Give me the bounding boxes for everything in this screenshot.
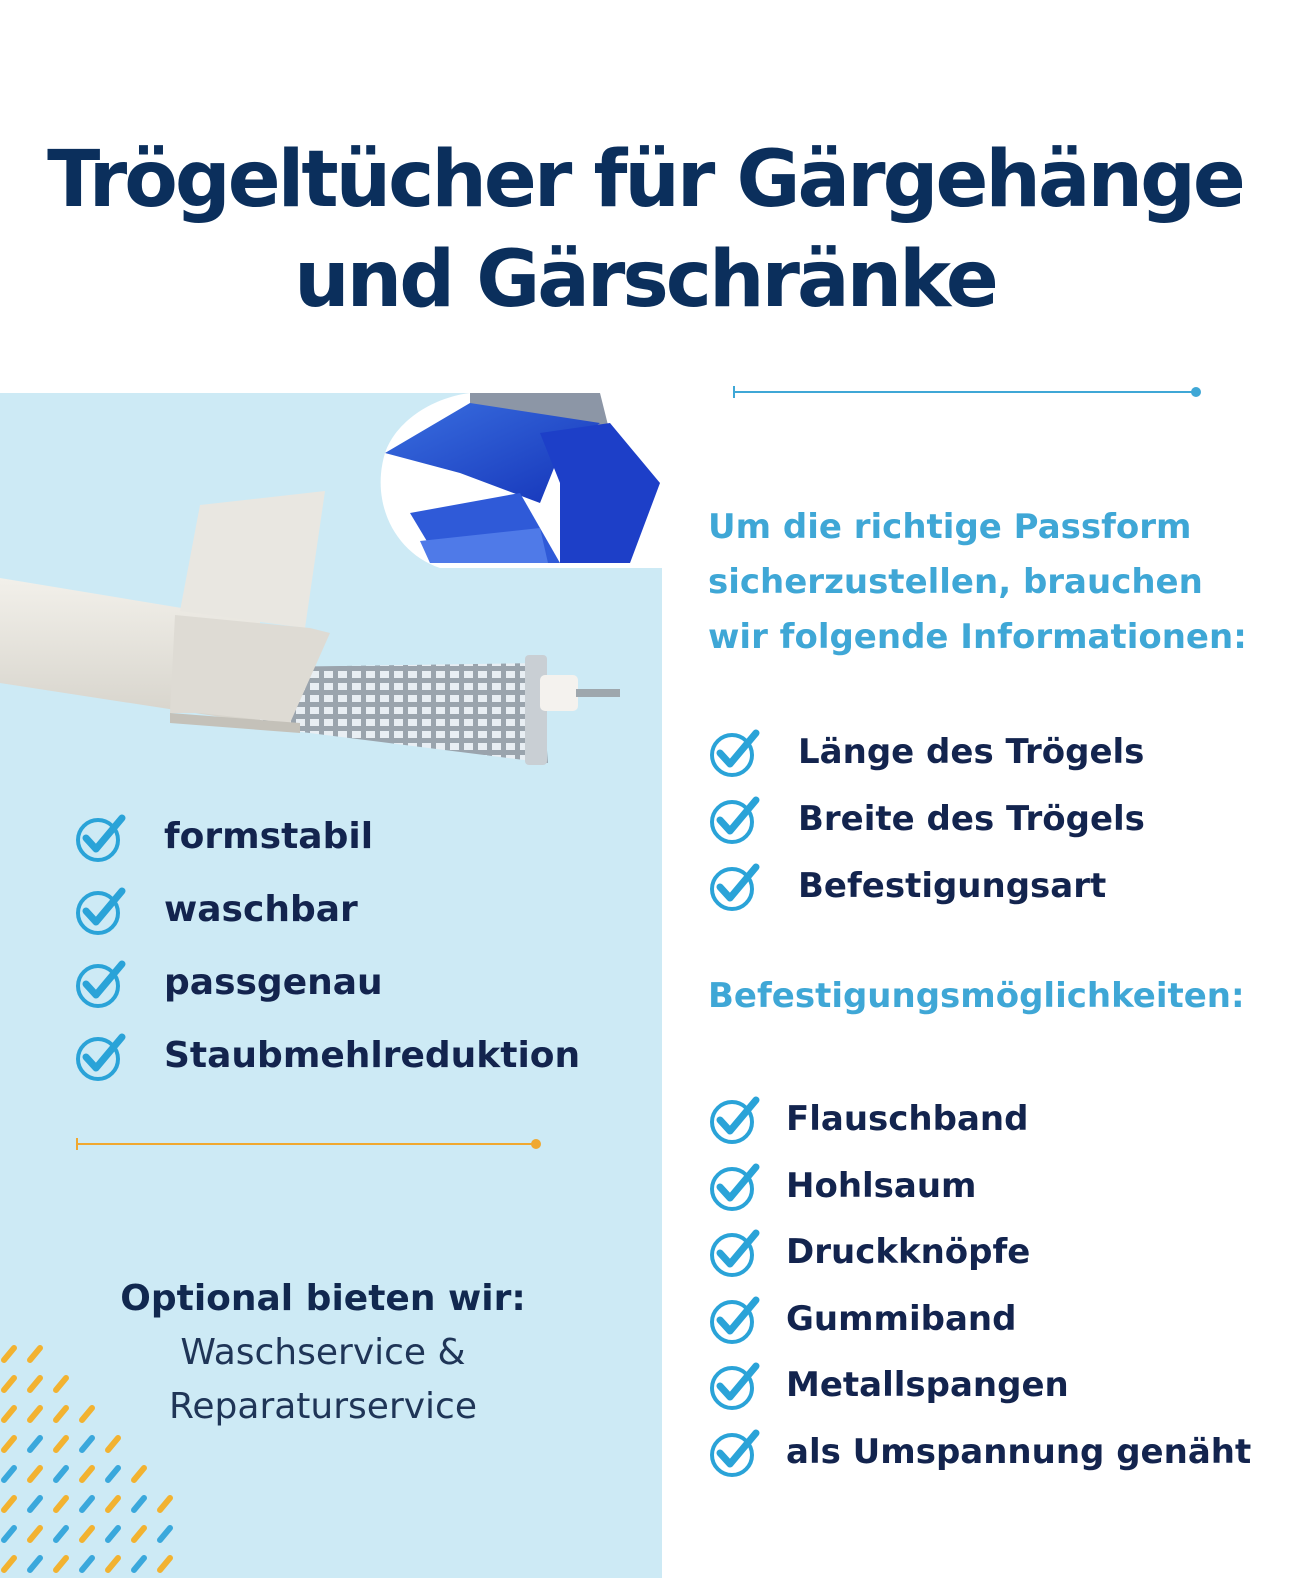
check-circle-icon xyxy=(74,1029,128,1083)
product-photo xyxy=(0,393,662,793)
intro-text xyxy=(708,500,1268,665)
intro-line: wir folgende Informationen: xyxy=(708,617,1247,657)
list-item xyxy=(708,1286,1251,1353)
check-circle-icon xyxy=(708,1425,762,1479)
optional-heading: Optional bieten wir: xyxy=(120,1278,526,1319)
list-item-label: Breite des Trögels xyxy=(798,798,1145,839)
fastening-heading: Befestigungsmöglichkeiten: xyxy=(708,976,1245,1016)
check-circle-icon xyxy=(708,859,762,913)
list-item xyxy=(708,1153,1251,1220)
list-item xyxy=(708,1352,1251,1419)
intro-line: Um die richtige Passform xyxy=(708,507,1192,547)
list-item-label: formstabil xyxy=(164,816,374,857)
list-item-label: als Umspannung genäht xyxy=(786,1431,1252,1472)
list-item-label: passgenau xyxy=(164,962,383,1003)
list-item xyxy=(74,873,580,946)
list-item-label: Befestigungsart xyxy=(798,865,1107,906)
check-circle-icon xyxy=(708,1358,762,1412)
check-circle-icon xyxy=(708,1159,762,1213)
divider-line xyxy=(732,384,1202,400)
check-circle-icon xyxy=(708,725,762,779)
list-item xyxy=(708,1419,1251,1486)
check-circle-icon xyxy=(74,810,128,864)
check-circle-icon xyxy=(74,883,128,937)
list-item-label: Metallspangen xyxy=(786,1365,1069,1406)
cloth-cover xyxy=(0,491,330,733)
list-item xyxy=(708,1219,1251,1286)
check-circle-icon xyxy=(708,1292,762,1346)
check-circle-icon xyxy=(708,792,762,846)
list-item-label: waschbar xyxy=(164,889,358,930)
fastening-options-list xyxy=(708,1086,1251,1485)
title-line-1: Trögeltücher für Gärgehänge xyxy=(47,135,1243,225)
list-item xyxy=(708,852,1145,919)
check-circle-icon xyxy=(708,1225,762,1279)
check-circle-icon xyxy=(74,956,128,1010)
list-item-label: Gummiband xyxy=(786,1298,1017,1339)
optional-line: Reparaturservice xyxy=(168,1386,477,1427)
divider-line xyxy=(76,1136,542,1152)
feature-list xyxy=(74,800,580,1092)
list-item-label: Länge des Trögels xyxy=(798,731,1145,772)
inset-detail-photo xyxy=(381,393,662,568)
list-item xyxy=(74,946,580,1019)
optional-line: Waschservice & xyxy=(180,1332,466,1373)
decorative-dash-pattern xyxy=(0,1340,190,1578)
list-item-label: Flauschband xyxy=(786,1099,1029,1140)
list-item xyxy=(708,718,1145,785)
list-item xyxy=(74,1019,580,1092)
list-item-label: Hohlsaum xyxy=(786,1165,977,1206)
page-title xyxy=(0,130,1290,330)
title-line-2: und Gärschränke xyxy=(294,235,996,325)
intro-line: sicherzustellen, brauchen xyxy=(708,562,1203,602)
list-item xyxy=(74,800,580,873)
list-item xyxy=(708,1086,1251,1153)
list-item-label: Staubmehlreduktion xyxy=(164,1035,581,1076)
list-item xyxy=(708,785,1145,852)
list-item-label: Druckknöpfe xyxy=(786,1232,1031,1273)
required-info-list xyxy=(708,718,1145,919)
check-circle-icon xyxy=(708,1092,762,1146)
